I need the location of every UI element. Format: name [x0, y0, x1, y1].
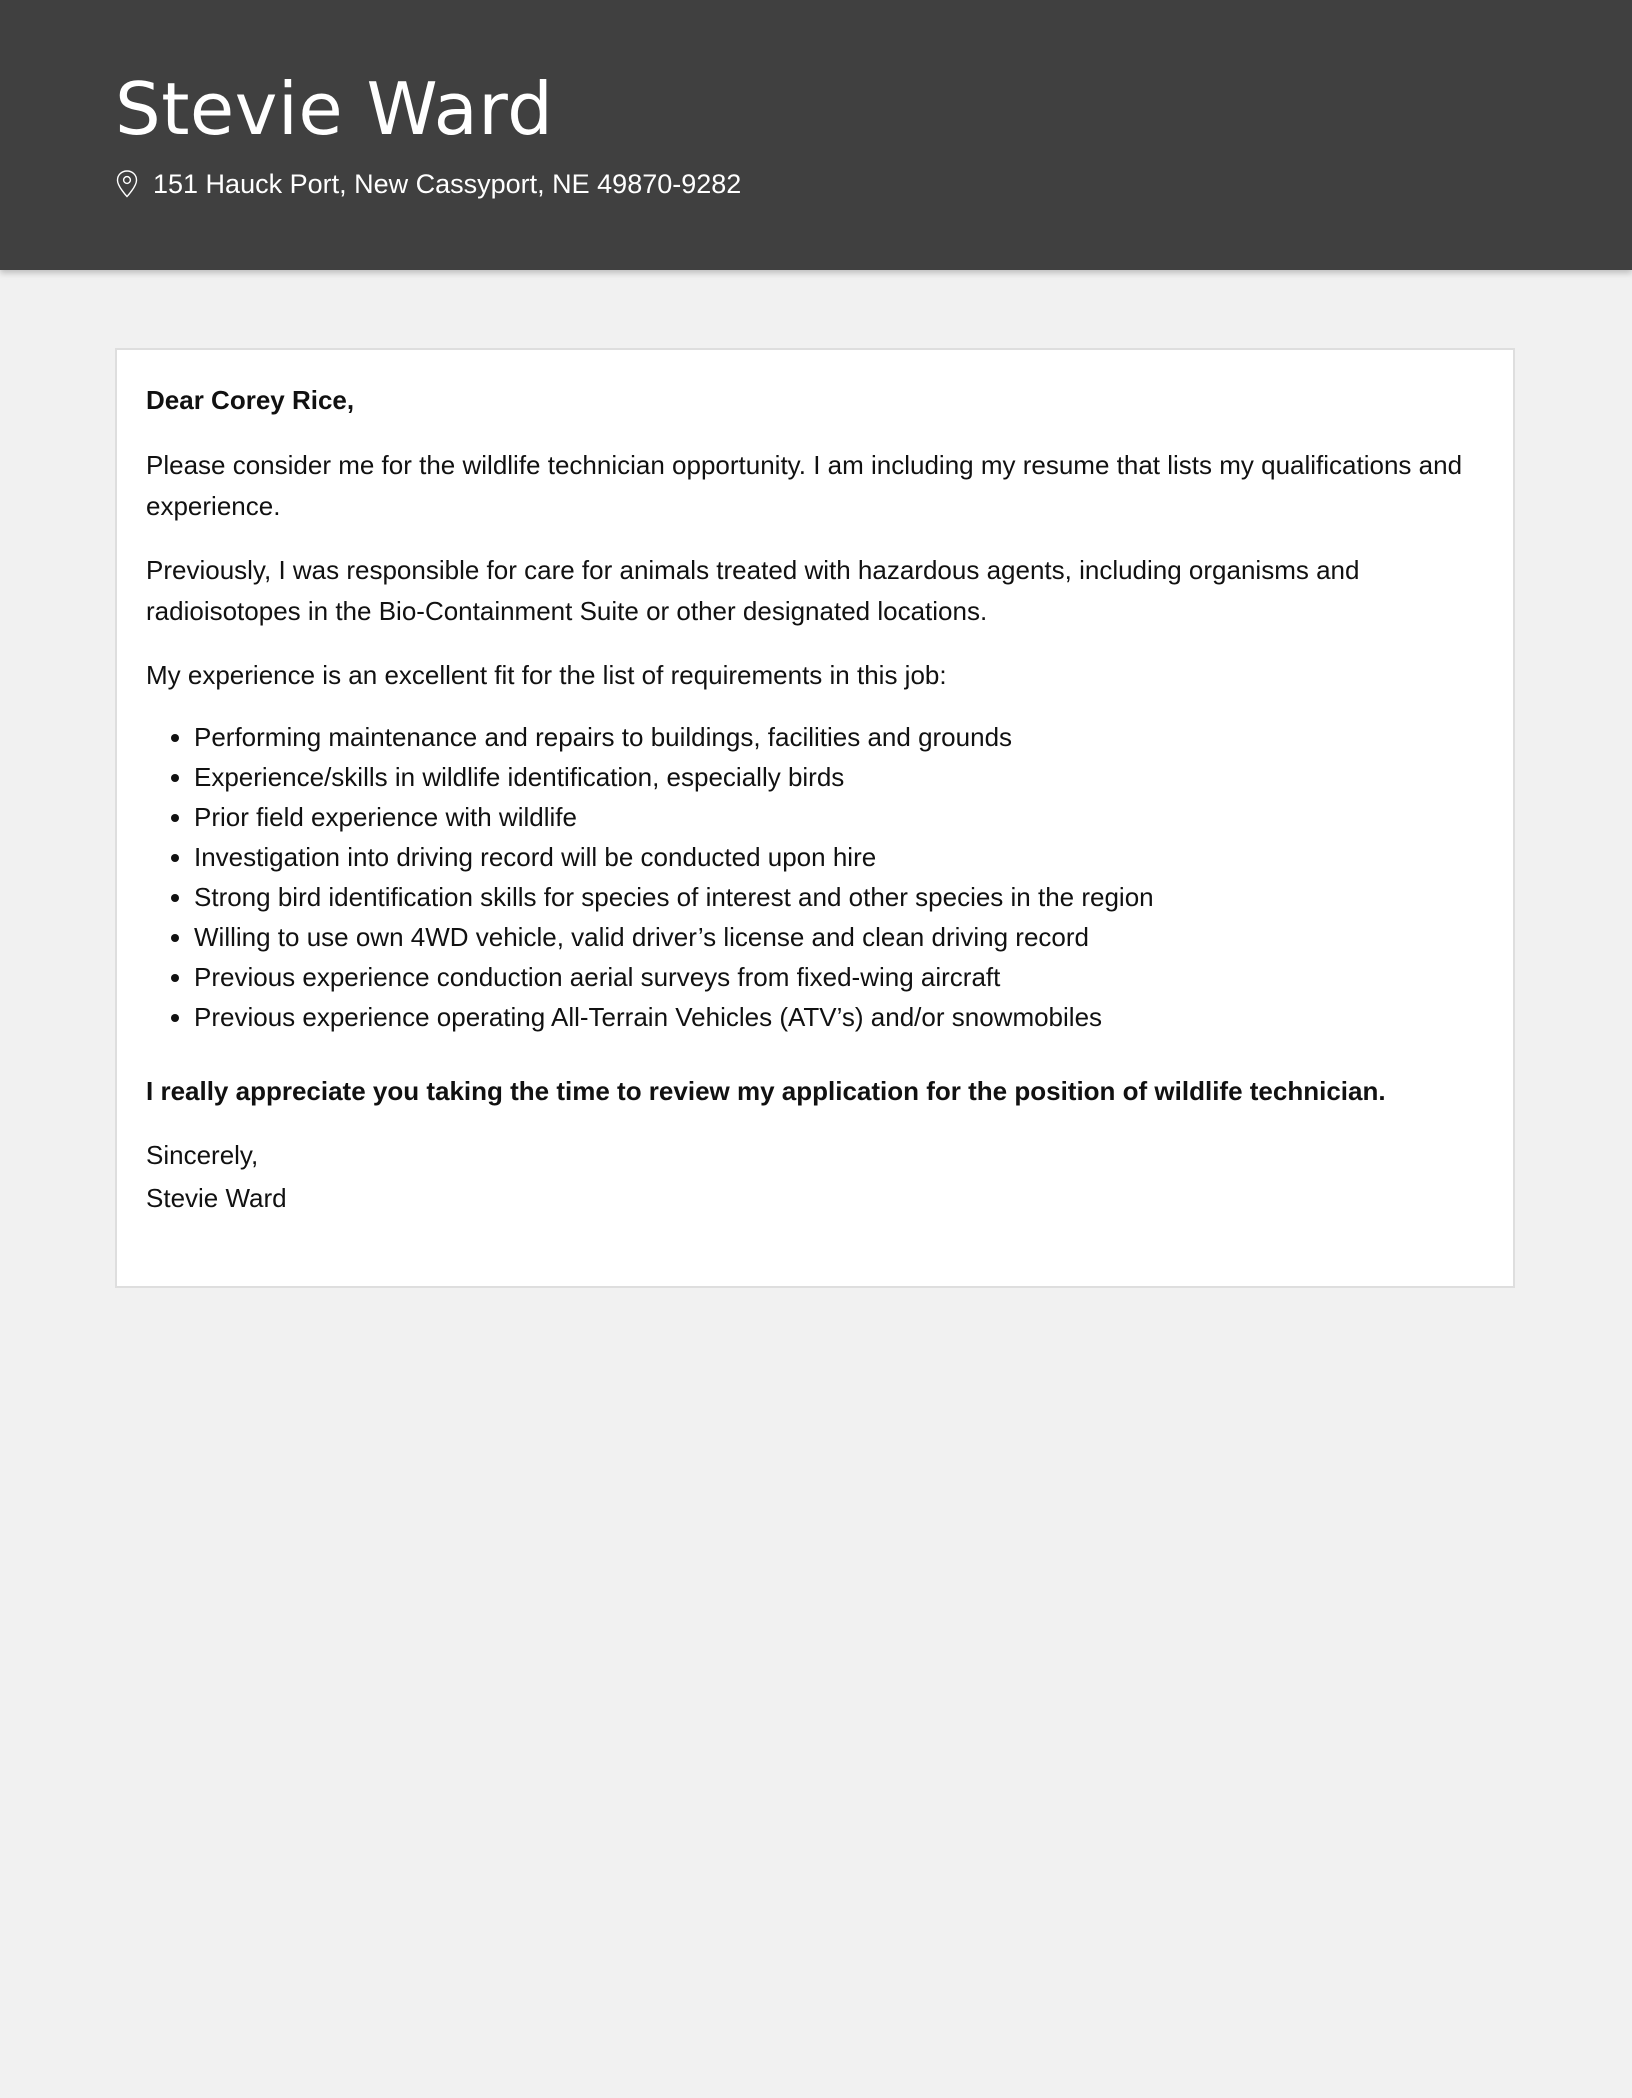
page-header [0, 0, 1632, 270]
address-text: 151 Hauck Port, New Cassyport, NE 49870-9282 [153, 169, 742, 199]
signoff: Sincerely, [146, 1140, 259, 1170]
cover-letter [115, 348, 1515, 1288]
list-item: • Strong bird identification skills for species of interest and other species in the region [194, 877, 1484, 917]
address-line [115, 166, 741, 202]
paragraph-experience: Previously, I was responsible for care for animals treated with hazardous agents, including organisms and radioisotopes in the Bio-Containment Suite or other designated locations. [146, 555, 1360, 626]
salutation: Dear Corey Rice, [146, 385, 355, 415]
paragraph-requirements-intro: My experience is an excellent fit for the list of requirements in this job: [146, 660, 947, 690]
list-item: • Previous experience conduction aerial surveys from fixed-wing aircraft [194, 957, 1484, 997]
list-item: • Performing maintenance and repairs to buildings, facilities and grounds [194, 717, 1484, 757]
closing-statement: I really appreciate you taking the time to review my application for the position of wildlife technician. [146, 1076, 1386, 1106]
requirements-list [146, 717, 1484, 1037]
list-item: • Previous experience operating All-Terrain Vehicles (ATV’s) and/or snowmobiles [194, 997, 1484, 1037]
paragraph-intro: Please consider me for the wildlife technician opportunity. I am including my resume that lists my qualifications and experience. [146, 450, 1463, 521]
list-item: • Prior field experience with wildlife [194, 797, 1484, 837]
applicant-name: Stevie Ward [115, 67, 554, 151]
list-item: • Experience/skills in wildlife identification, especially birds [194, 757, 1484, 797]
map-pin-icon [115, 169, 139, 199]
list-item: • Willing to use own 4WD vehicle, valid driver’s license and clean driving record [194, 917, 1484, 957]
signature-name: Stevie Ward [146, 1183, 287, 1213]
list-item: • Investigation into driving record will be conducted upon hire [194, 837, 1484, 877]
